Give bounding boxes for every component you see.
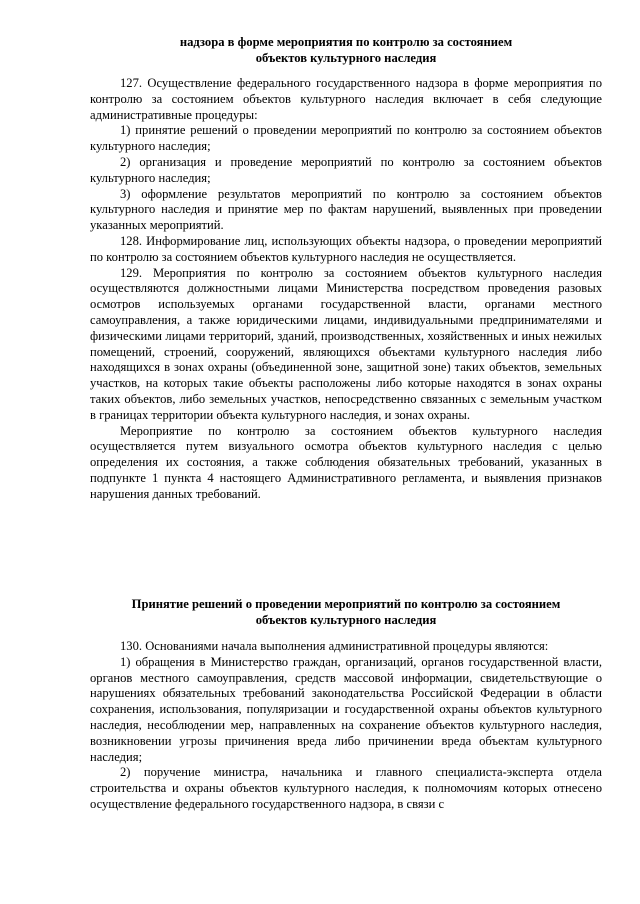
paragraph-129: 129. Мероприятия по контролю за состоянием объектов культурного наследия осуществляются должностными лицами Министерства посредством проведения разовых осмотров используемых органами государственной власти, органами местного самоуправления, а также юридическими лицами, индивидуальными предпринимателями и физическими лицами территорий, зданий, производственных, хозяйственных и иных нежилых помещений, строений, сооружений, являющихся объектами культурного наследия либо находящихся в зонах охраны (объединенной зоне, защитной зоне) таких объектов, земельных участков, на которых такие объекты расположены либо которые находятся в зонах охраны таких объектов, либо земельных участков, непосредственно связанных с земельным участком в границах территории объекта культурного наследия, и зонах охраны.	[90, 265, 602, 422]
list-item-2: 2) организация и проведение мероприятий по контролю за состоянием объектов культурного наследия;	[90, 154, 602, 185]
heading-line: объектов культурного наследия	[255, 51, 437, 65]
paragraph-130: 130. Основаниями начала выполнения административной процедуры являются:	[120, 639, 549, 653]
paragraph-inspection-method: Мероприятие по контролю за состоянием объектов культурного наследия осуществляется путем визуального осмотра объектов культурного наследия с целью определения их состояния, а также соблюдения обязательных требований, указанных в подпункте 1 пункта 4 настоящего Административного регламента, и выявления признаков нарушения данных требований.	[90, 423, 602, 501]
list-item-1: 1) обращения в Министерство граждан, организаций, органов государственной власти, органов местного самоуправления, средств массовой информации, свидетельствующие о нарушениях обязательных требований законодательства Российской Федерации в области сохранения, использования, популяризации и государственной охраны объектов культурного наследия, несоблюдении мер, направленных на сохранение объектов культурного наследия, возникновении угрозы причинения вреда либо причинении вреда объектам культурного наследия;	[90, 654, 602, 764]
section-body-decisions	[90, 639, 602, 813]
list-item-1: 1) принятие решений о проведении мероприятий по контролю за состоянием объектов культурного наследия;	[90, 123, 602, 154]
heading-line: объектов культурного наследия	[255, 613, 437, 627]
list-item-2: 2) поручение министра, начальника и главного специалиста-эксперта отдела строительства и охраны объектов культурного наследия, к полномочиям которых отнесено осуществление федерального государственного надзора, в связи с	[90, 765, 602, 811]
section-heading-decisions	[90, 596, 602, 628]
heading-line: Принятие решений о проведении мероприятий по контролю за состоянием	[131, 597, 561, 611]
list-item-3: 3) оформление результатов мероприятий по контролю за состоянием объектов культурного наследия и принятие мер по фактам нарушений, выявленных при проведении указанных мероприятий.	[90, 186, 602, 233]
heading-line: надзора в форме мероприятия по контролю за состоянием	[179, 35, 513, 49]
paragraph-128: 128. Информирование лиц, использующих объекты надзора, о проведении мероприятий по контролю за состоянием объектов культурного наследия не осуществляется.	[90, 233, 602, 264]
section-heading-control-measures	[90, 34, 602, 66]
section-body-control-measures	[90, 76, 602, 503]
paragraph-127: 127. Осуществление федерального государственного надзора в форме мероприятия по контролю за состоянием объектов культурного наследия включает в себя следующие административные процедуры:	[90, 76, 602, 122]
